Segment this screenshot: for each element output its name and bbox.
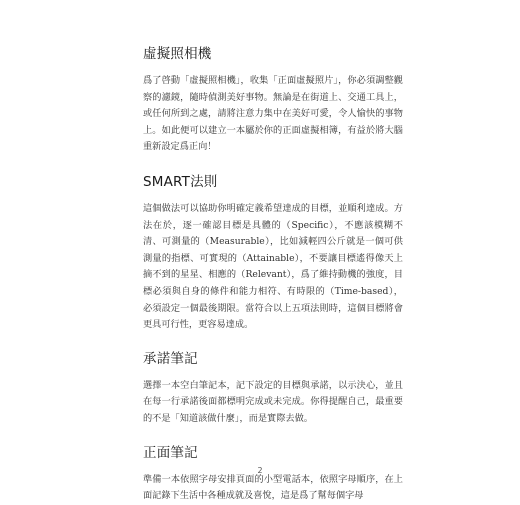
page-content xyxy=(143,46,403,505)
section-paragraph: 爲了啓動「虛擬照相機」，收集「正面虛擬照片」，你必須調整觀察的濾鏡，隨時偵測美好事物。無論是在街道上、交通工具上，或任何所到之處，請將注意力集中在美好可愛，令人愉快的事物上。如此便可以建立一本屬於你的正面虛擬相簿，有益於將大腦重新設定爲正向！ xyxy=(143,75,403,153)
section-heading: 正面筆記 xyxy=(143,444,198,461)
section-paragraph: 選擇一本空白筆記本，記下設定的目標與承諾，以示決心，並且在每一行承諾後面都標明完成或未完成。你得提醒自己，最重要的不是「知道該做什麼」，而是實際去做。 xyxy=(143,379,403,424)
section-paragraph: 準備一本依照字母安排頁面的小型電話本，依照字母順序，在上面記錄下生活中各種成就及喜悅，這是爲了幫每個字母 xyxy=(143,473,403,502)
page-number: 2 xyxy=(257,466,263,475)
section-commitment-notes xyxy=(143,351,403,428)
section-heading: 承諾筆記 xyxy=(143,350,198,367)
section-heading: 虛擬照相機 xyxy=(143,46,212,62)
section-paragraph: 這個做法可以協助你明確定義希望達成的目標，並順利達成。方法在於，逐一確認目標是具體的（Specific），不應該模糊不清、可測量的（Measurable），比如減輕四公斤就是一個可供測量的指標、可實現的（Attainable），不要讓目標遙得像天上摘不到的星星、相應的（Relevant），爲了維持動機的強度，目標必須與自身的條件和能力相符、有時限的（Time-based），必須設定一個最後期限。當符合以上五項法則時，這個目標將會更具可行性，更容易達成。 xyxy=(143,202,403,331)
section-smart-rule xyxy=(143,174,403,334)
section-virtual-camera xyxy=(143,46,403,156)
section-heading: SMART法則 xyxy=(143,173,218,190)
